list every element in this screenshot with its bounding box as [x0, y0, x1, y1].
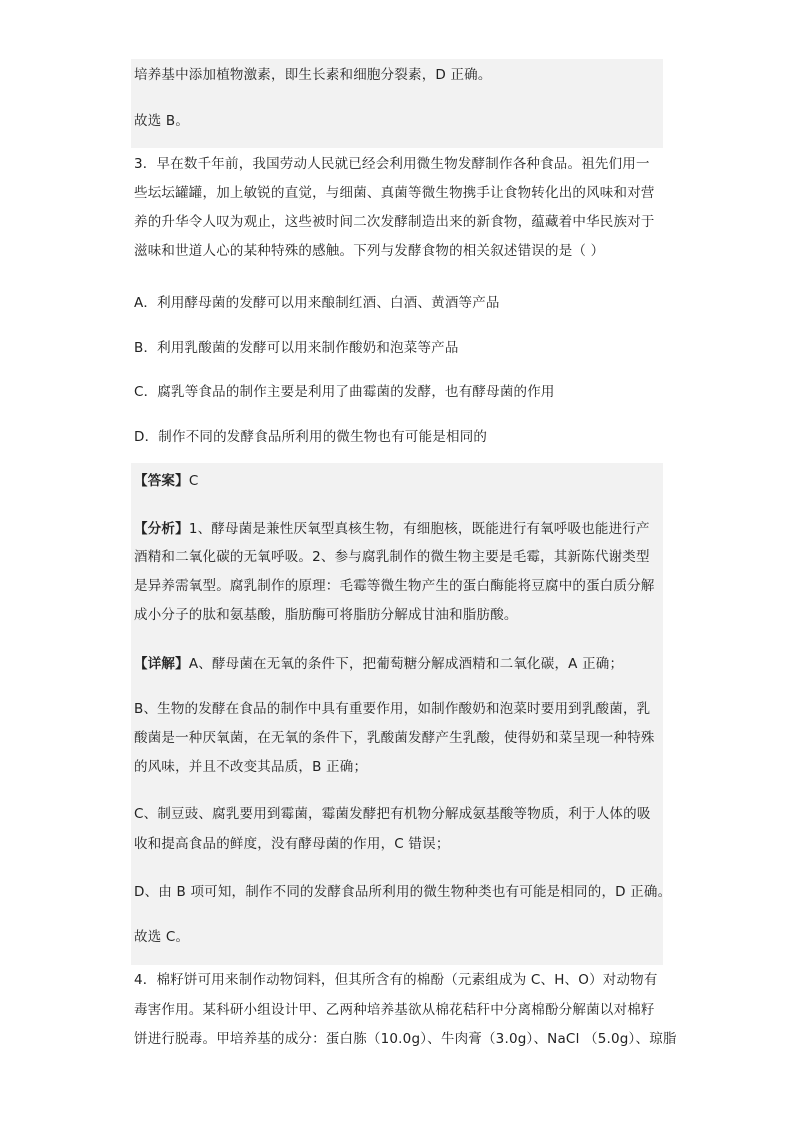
q3-analysis-line-4: 成小分子的肽和氨基酸，脂肪酶可将脂肪分解成甘油和脂肪酸。 [134, 607, 518, 623]
q4-stem-line-3: 饼进行脱毒。甲培养基的成分：蛋白胨（10.0g）、牛肉膏（3.0g）、NaCl （5.0g）、琼脂 [134, 1031, 677, 1047]
q3-stem-line-4: 滋味和世道人心的某种特殊的感触。下列与发酵食物的相关叙述错误的是（ ） [134, 243, 605, 259]
q3-option-d: D．制作不同的发酵食品所利用的微生物也有可能是相同的 [134, 429, 488, 445]
q3-detail-b-line-3: 的风味，并且不改变其品质，B 正确； [134, 759, 368, 775]
answer-value: C [188, 473, 199, 489]
q3-analysis-line-3: 是异养需氧型。腐乳制作的原理：毛霉等微生物产生的蛋白酶能将豆腐中的蛋白质分解 [134, 578, 655, 594]
q3-detail-b-line-2: 酸菌是一种厌氧菌，在无氧的条件下，乳酸菌发酵产生乳酸，使得奶和菜呈现一种特殊 [134, 730, 655, 746]
q3-option-c: C．腐乳等食品的制作主要是利用了曲霉菌的发酵，也有酵母菌的作用 [134, 384, 555, 400]
q3-stem-line-2: 些坛坛罐罐，加上敏锐的直觉，与细菌、真菌等微生物携手让食物转化出的风味和对营 [134, 185, 655, 201]
q3-detail-d: D、由 B 项可知，制作不同的发酵食品所利用的微生物种类也有可能是相同的，D 正确。 [134, 884, 672, 900]
q3-option-b: B．利用乳酸菌的发酵可以用来制作酸奶和泡菜等产品 [134, 340, 459, 356]
q3-stem-line-1: 3．早在数千年前，我国劳动人民就已经会利用微生物发酵制作各种食品。祖先们用一 [134, 156, 650, 172]
q2-conclusion: 故选 B。 [134, 113, 190, 129]
q3-detail-c-line-2: 收和提高食品的鲜度，没有酵母菌的作用，C 错误； [134, 836, 450, 852]
q3-detail-b-line-1: B、生物的发酵在食品的制作中具有重要作用，如制作酸奶和泡菜时要用到乳酸菌，乳 [134, 701, 651, 717]
q4-stem-line-2: 毒害作用。某科研小组设计甲、乙两种培养基欲从棉花秸秆中分离棉酚分解菌以对棉籽 [134, 1002, 655, 1018]
q2-explanation-line: 培养基中添加植物激素，即生长素和细胞分裂素，D 正确。 [134, 67, 492, 83]
q3-analysis-line-2: 酒精和二氧化碳的无氧呼吸。2、参与腐乳制作的微生物主要是毛霉，其新陈代谢类型 [134, 549, 650, 565]
detail-a-text: A、酵母菌在无氧的条件下，把葡萄糖分解成酒精和二氧化碳，A 正确； [188, 656, 624, 672]
q3-option-a: A．利用酵母菌的发酵可以用来酿制红酒、白酒、黄酒等产品 [134, 295, 500, 311]
q3-answer [134, 470, 664, 492]
q4-stem-line-1: 4．棉籽饼可用来制作动物饲料，但其所含有的棉酚（元素组成为 C、H、O）对动物有 [134, 972, 658, 988]
analysis-label: 【分析】 [134, 521, 189, 537]
q3-stem-line-3: 养的升华令人叹为观止，这些被时间二次发酵制造出来的新食物，蕴藏着中华民族对于 [134, 214, 655, 230]
detail-label: 【详解】 [134, 656, 189, 672]
q3-detail-a [134, 653, 664, 675]
analysis-text: 1、酵母菌是兼性厌氧型真核生物，有细胞核，既能进行有氧呼吸也能进行产 [188, 521, 650, 537]
q3-analysis-line-1 [134, 518, 664, 540]
q3-conclusion: 故选 C。 [134, 929, 190, 945]
answer-label: 【答案】 [134, 473, 189, 489]
q3-detail-c-line-1: C、制豆豉、腐乳要用到霉菌，霉菌发酵把有机物分解成氨基酸等物质，利于人体的吸 [134, 806, 651, 822]
